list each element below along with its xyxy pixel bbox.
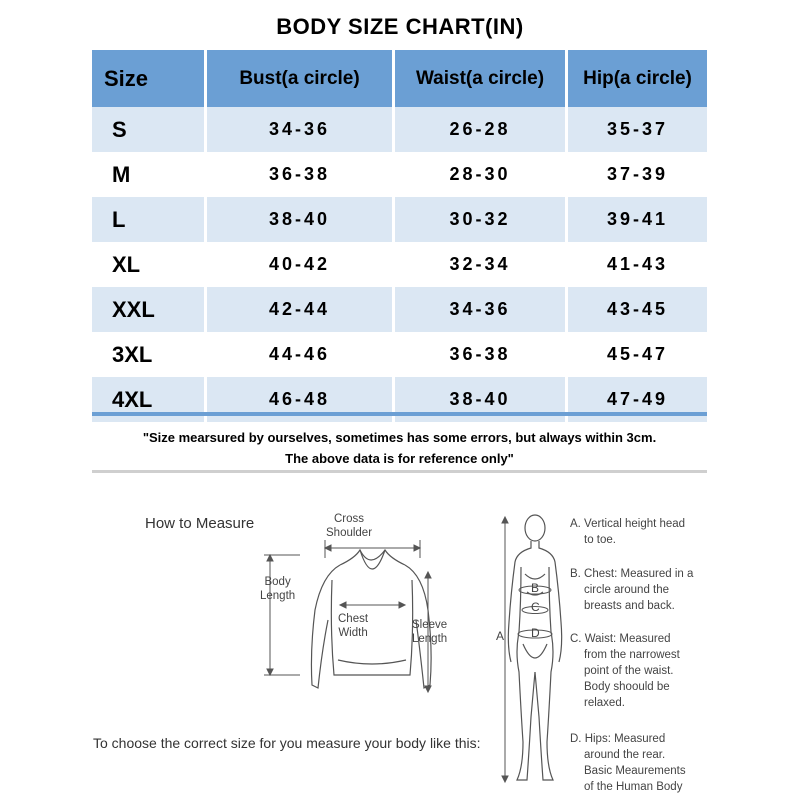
waist-cell: 36-38 (395, 332, 568, 377)
disclaimer-note (92, 427, 707, 469)
waist-cell: 34-36 (395, 287, 568, 332)
size-cell: M (92, 152, 207, 197)
hip-cell: 41-43 (568, 242, 707, 287)
legend-item-a: A. Vertical height head to toe. (570, 518, 686, 546)
waist-cell: 38-40 (395, 377, 568, 422)
figure-letter-a: A (496, 629, 505, 643)
bust-cell: 36-38 (207, 152, 395, 197)
hip-cell: 37-39 (568, 152, 707, 197)
hip-cell: 47-49 (568, 377, 707, 422)
table-row (92, 242, 707, 287)
cross-shoulder-label: Cross Shoulder (326, 513, 373, 539)
hip-cell: 35-37 (568, 107, 707, 152)
size-cell: XXL (92, 287, 207, 332)
hip-cell: 39-41 (568, 197, 707, 242)
sleeve-length-label: Sleeve Length (412, 619, 448, 645)
header-size: Size (92, 50, 207, 107)
body-length-label: Body Length (260, 576, 296, 602)
bust-cell: 44-46 (207, 332, 395, 377)
figure-letter-c: C (531, 600, 540, 614)
size-cell: S (92, 107, 207, 152)
size-cell: 3XL (92, 332, 207, 377)
waist-cell: 30-32 (395, 197, 568, 242)
waist-cell: 26-28 (395, 107, 568, 152)
table-row (92, 152, 707, 197)
table-row (92, 332, 707, 377)
table-header-row (92, 50, 707, 107)
note-line-1: "Size mearsured by ourselves, sometimes has some errors, but always within 3cm. (142, 430, 657, 445)
bust-cell: 38-40 (207, 197, 395, 242)
bust-cell: 40-42 (207, 242, 395, 287)
size-cell: L (92, 197, 207, 242)
chest-width-label: Chest Width (338, 613, 369, 639)
table-row (92, 197, 707, 242)
figure-letter-b: B (531, 581, 540, 595)
figure-letter-d: D (531, 626, 540, 640)
table-row (92, 107, 707, 152)
legend-item-d: D. Hips: Measured around the rear. Basic Meaurements of the Human Body (570, 733, 686, 793)
size-chart-table (92, 50, 707, 422)
table-bottom-rule (92, 412, 707, 416)
note-line-2: The above data is for reference only" (285, 451, 514, 466)
bust-cell: 42-44 (207, 287, 395, 332)
page-title: BODY SIZE CHART(IN) (276, 14, 524, 39)
waist-cell: 32-34 (395, 242, 568, 287)
header-waist: Waist(a circle) (395, 50, 568, 107)
size-cell: 4XL (92, 377, 207, 422)
size-cell: XL (92, 242, 207, 287)
body-figure-diagram (495, 512, 575, 792)
bust-cell: 34-36 (207, 107, 395, 152)
measure-instruction: To choose the correct size for you measure your body like this: (93, 735, 481, 751)
header-hip: Hip(a circle) (568, 50, 707, 107)
how-to-measure-heading: How to Measure (145, 515, 255, 532)
legend-item-c: C. Waist: Measured from the narrowest point of the waist. Body shoould be relaxed. (570, 633, 680, 709)
waist-cell: 28-30 (395, 152, 568, 197)
header-bust: Bust(a circle) (207, 50, 395, 107)
table-row (92, 287, 707, 332)
divider (92, 470, 707, 473)
sweater-measure-diagram (260, 510, 460, 710)
legend-item-b: B. Chest: Measured in a circle around the breasts and back. (570, 568, 694, 612)
hip-cell: 43-45 (568, 287, 707, 332)
bust-cell: 46-48 (207, 377, 395, 422)
hip-cell: 45-47 (568, 332, 707, 377)
